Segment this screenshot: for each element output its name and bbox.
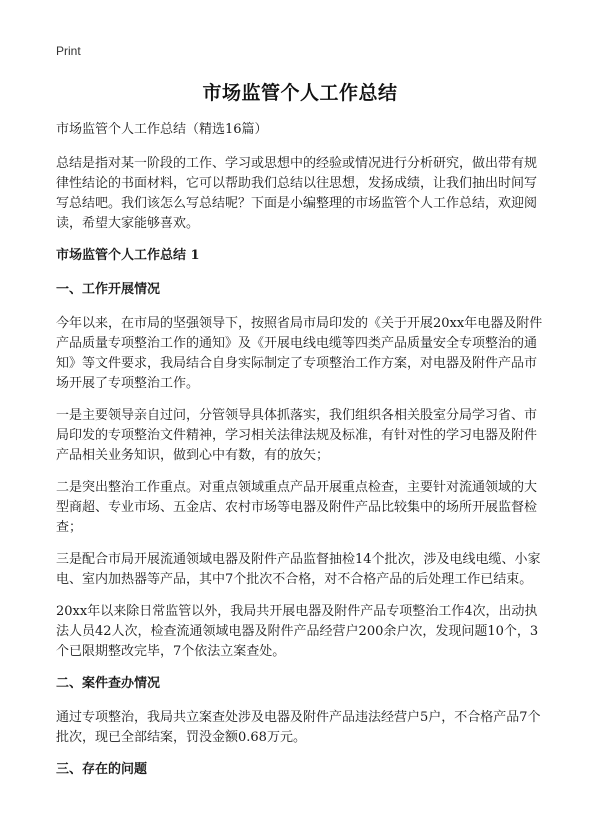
paragraph-3: 二是突出整治工作重点。对重点领域重点产品开展重点检查，主要针对流通领域的大型商超、专业市场、五金店、农村市场等电器及附件产品比较集中的场所开展监督检查；: [56, 480, 538, 535]
paragraph-2: 一是主要领导亲自过问，分管领导具体抓落实，我们组织各相关股室分局学习省、市局印发的专项整治文件精神，学习相关法律法规及标准，有针对性的学习电器及附件产品相关业务知识，做到心中有数，有的放矢；: [56, 408, 538, 463]
heading-work-progress: 一、工作开展情况: [56, 282, 161, 297]
section-title: 市场监管个人工作总结 1: [56, 248, 200, 263]
page-title: 市场监管个人工作总结: [202, 82, 398, 104]
document-body: [56, 120, 546, 794]
paragraph-6: 通过专项整治，我局共立案查处涉及电器及附件产品违法经营户5户，不合格产品7个批次，现已全部结案，罚没金额0.68万元。: [56, 710, 541, 745]
heading-case-handling: 二、案件查办情况: [56, 676, 161, 691]
document-subtitle: 市场监管个人工作总结（精选16篇）: [56, 122, 268, 137]
paragraph-5: 20xx年以来除日常监管以外，我局共开展电器及附件产品专项整治工作4次，出动执法人员42人次，检查流通领域电器及附件产品经营户200余户次，发现问题10个，3个已限期整改完毕，7个依法立案查处。: [56, 604, 539, 659]
paragraph-4: 三是配合市局开展流通领域电器及附件产品监督抽检14个批次，涉及电线电缆、小家电、室内加热器等产品，其中7个批次不合格，对不合格产品的后处理工作已结束。: [56, 552, 541, 587]
intro-paragraph: 总结是指对某一阶段的工作、学习或思想中的经验或情况进行分析研究，做出带有规律性结论的书面材料，它可以帮助我们总结以往思想，发扬成绩，让我们抽出时间写写总结吧。我们该怎么写总结呢？下面是小编整理的市场监管个人工作总结，欢迎阅读，希望大家能够喜欢。: [56, 156, 538, 231]
print-label[interactable]: Print: [56, 44, 81, 58]
heading-problems: 三、存在的问题: [56, 762, 148, 777]
paragraph-1: 今年以来，在市局的坚强领导下，按照省局市局印发的《关于开展20xx年电器及附件产品质量专项整治工作的通知》及《开展电线电缆等四类产品质量安全专项整治的通知》等文件要求，我局结合自身实际制定了专项整治工作方案，对电器及附件产品市场开展了专项整治工作。: [56, 316, 543, 391]
